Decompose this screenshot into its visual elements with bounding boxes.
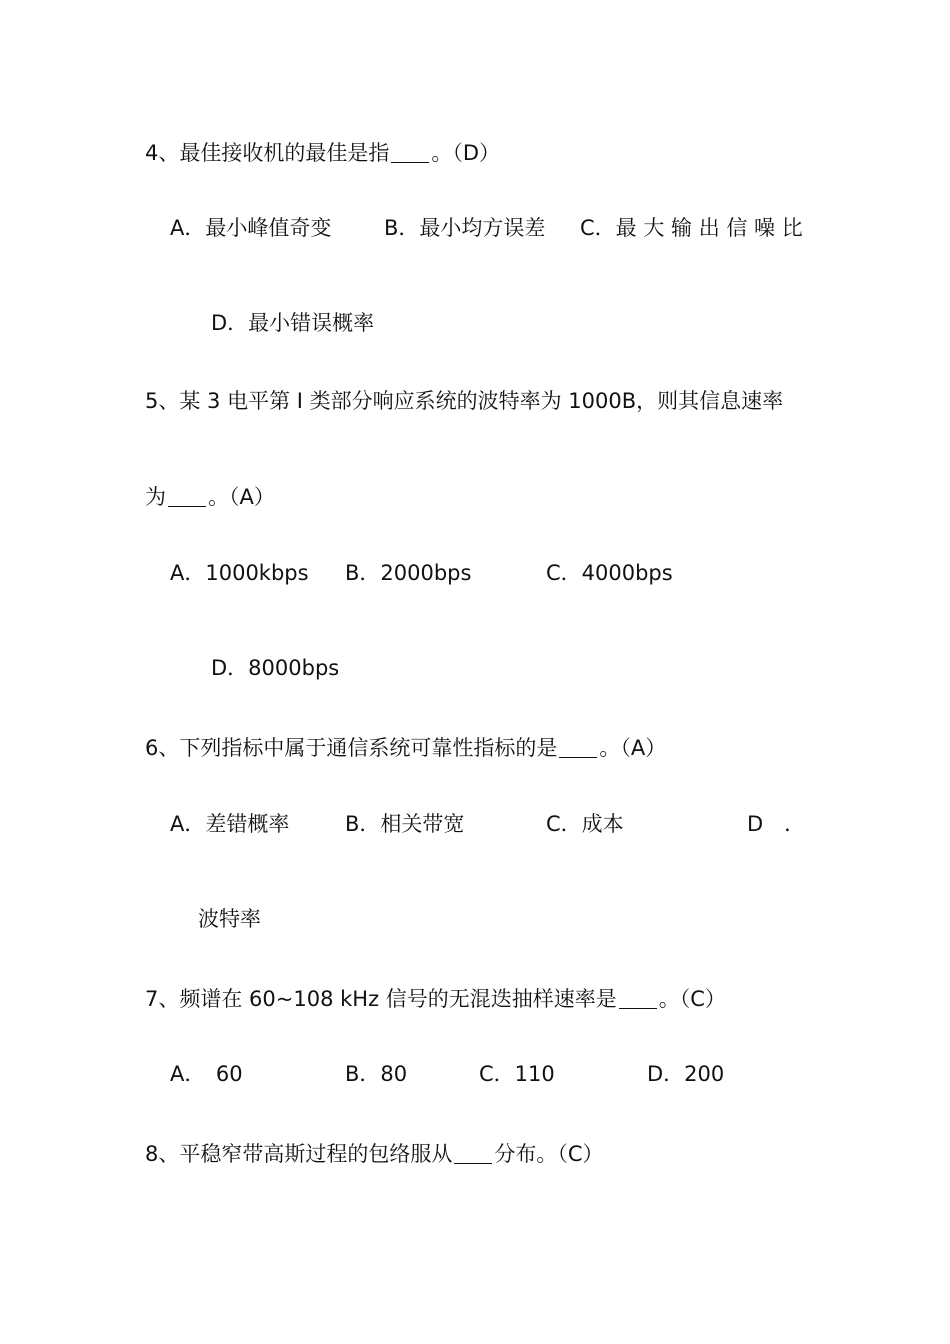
question-5-stem-line2: 为 。（A） — [145, 485, 275, 509]
answer-blank — [391, 141, 429, 163]
answer-blank — [559, 736, 597, 758]
question-5-stem-line1: 5、某 3 电平第 I 类部分响应系统的波特率为 1000B，则其信息速率 — [145, 389, 784, 413]
q6-option-a: A．差错概率 — [170, 812, 290, 836]
q5-option-b: B．2000bps — [345, 561, 472, 585]
q7-option-c: C．110 — [479, 1062, 555, 1086]
q5-option-c: C．4000bps — [546, 561, 673, 585]
q5-option-a: A．1000kbps — [170, 561, 309, 585]
question-4-stem: 4、最佳接收机的最佳是指 。（D） — [145, 141, 501, 165]
q7-option-b: B．80 — [345, 1062, 408, 1086]
q6-option-b: B．相关带宽 — [345, 812, 465, 836]
answer-blank — [454, 1142, 492, 1164]
q7-option-a: A． 60 — [170, 1062, 243, 1086]
q5-option-d: D．8000bps — [211, 656, 340, 680]
q6-option-d-label: D ． — [747, 812, 806, 836]
answer-blank — [619, 987, 657, 1009]
q7-option-d: D．200 — [647, 1062, 725, 1086]
question-7-stem: 7、频谱在 60~108 kHz 信号的无混迭抽样速率是 。（C） — [145, 987, 726, 1011]
question-6-stem: 6、下列指标中属于通信系统可靠性指标的是 。（A） — [145, 736, 667, 760]
q4-option-a: A．最小峰值奇变 — [170, 216, 332, 240]
q6-option-d-text: 波特率 — [198, 907, 261, 931]
q4-option-b: B．最小均方误差 — [384, 216, 546, 240]
q4-option-c: C．最 大 输 出 信 噪 比 — [580, 216, 803, 240]
answer-blank — [168, 485, 206, 507]
q6-option-c: C．成本 — [546, 812, 624, 836]
q4-option-d: D．最小错误概率 — [211, 311, 375, 335]
question-8-stem: 8、平稳窄带高斯过程的包络服从 分布。（C） — [145, 1142, 604, 1166]
